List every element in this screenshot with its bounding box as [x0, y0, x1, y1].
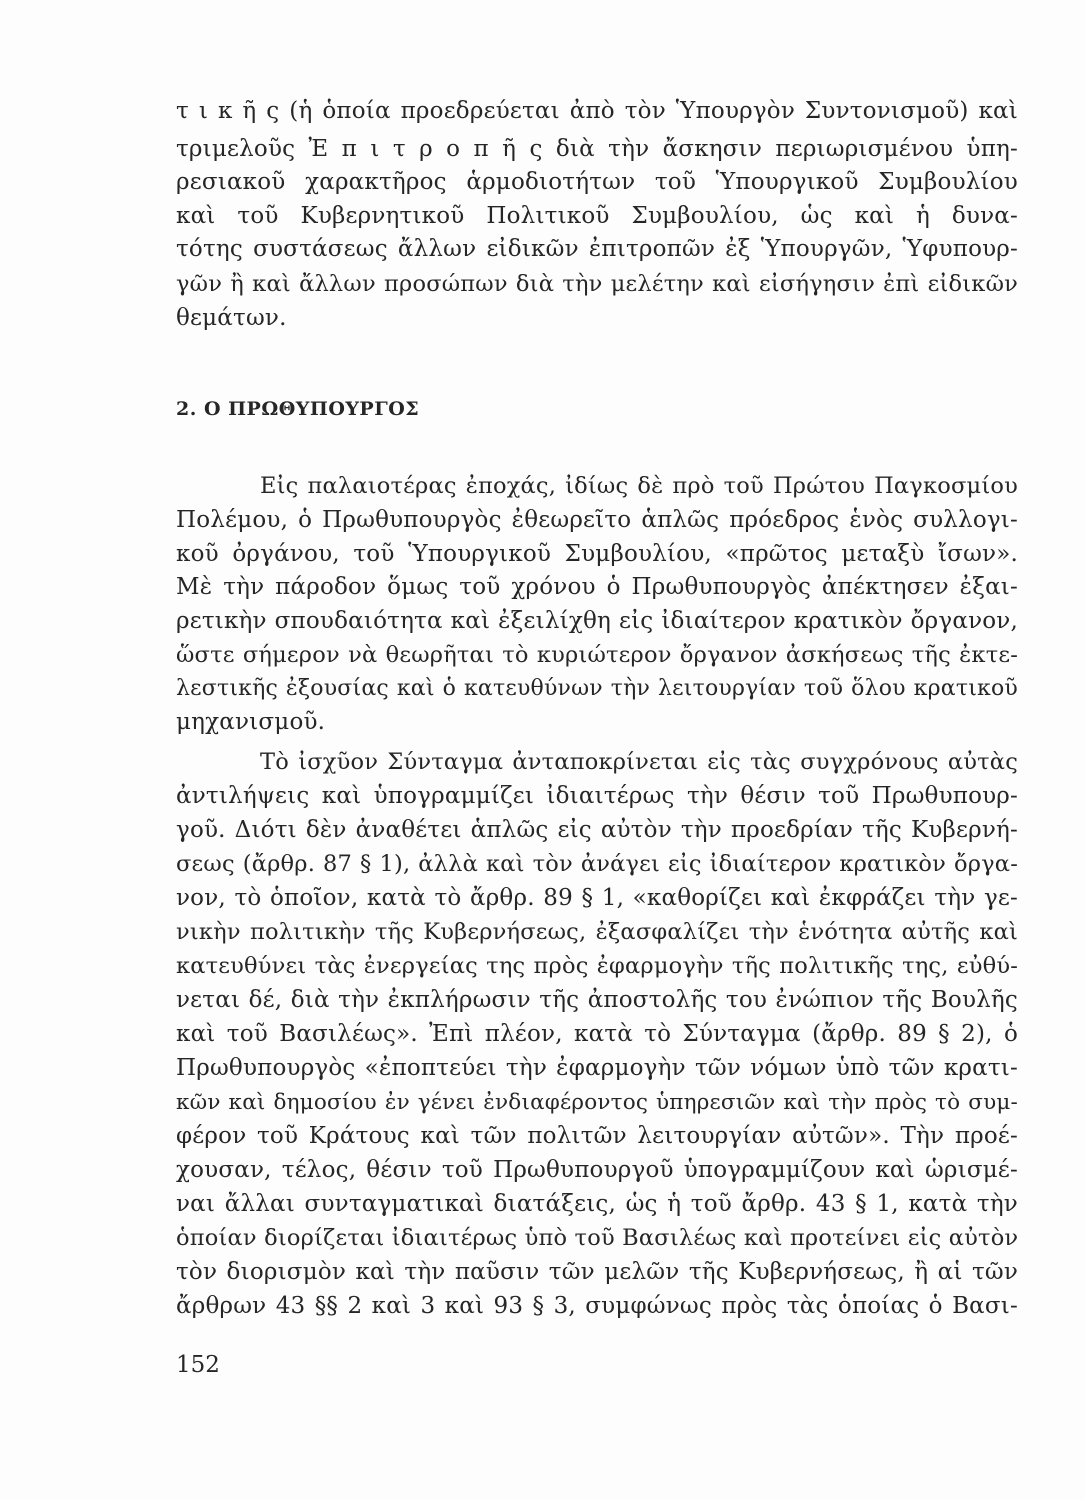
text-line: Μὲ τὴν πάροδον ὅμως τοῦ χρόνου ὁ Πρωθυπουργὸς ἀπέκτησεν ἐξαι-: [176, 574, 1018, 600]
text-line: κῶν καὶ δημοσίου ἐν γένει ἐνδιαφέροντος ὑπηρεσιῶν καὶ τὴν πρὸς τὸ συμ-: [176, 1090, 1018, 1115]
text-line: Πρωθυπουργὸς «ἐποπτεύει τὴν ἐφαρμογὴν τῶν νόμων ὑπὸ τῶν κρατι-: [176, 1055, 1018, 1081]
text-line: θεμάτων.: [176, 305, 287, 331]
text-line: Πολέμου, ὁ Πρωθυπουργὸς ἐθεωρεῖτο ἁπλῶς πρόεδρος ἑνὸς συλλογι-: [176, 507, 1018, 533]
text-line: ἄρθρων 43 §§ 2 καὶ 3 καὶ 93 § 3, συμφώνως πρὸς τὰς ὁποίας ὁ Βασι-: [176, 1293, 1018, 1319]
text-line: ὁποίαν διορίζεται ἰδιαιτέρως ὑπὸ τοῦ Βασιλέως καὶ προτείνει εἰς αὐτὸν: [176, 1225, 1018, 1251]
text-line: γοῦ. Διότι δὲν ἀναθέτει ἁπλῶς εἰς αὐτὸν τὴν προεδρίαν τῆς Κυβερνή-: [176, 817, 1018, 843]
text-line: κατευθύνει τὰς ἐνεργείας της πρὸς ἐφαρμογὴν τῆς πολιτικῆς της, εὐθύ-: [176, 953, 1018, 979]
text-line: κοῦ ὀργάνου, τοῦ Ὑπουργικοῦ Συμβουλίου, «πρῶτος μεταξὺ ἴσων».: [176, 541, 1018, 567]
text-line: καὶ τοῦ Βασιλέως». Ἐπὶ πλέον, κατὰ τὸ Σύνταγμα (ἄρθρ. 89 § 2), ὁ: [176, 1021, 1018, 1047]
text-line: τὸν διορισμὸν καὶ τὴν παῦσιν τῶν μελῶν τῆς Κυβερνήσεως, ἢ αἱ τῶν: [176, 1259, 1018, 1285]
text-line: λεστικῆς ἐξουσίας καὶ ὁ κατευθύνων τὴν λειτουργίαν τοῦ ὅλου κρατικοῦ: [176, 676, 1018, 701]
text-line: τριμελοῦς Ἐ π ι τ ρ ο π ῆ ς διὰ τὴν ἄσκησιν περιωρισμένου ὑπη-: [176, 136, 1018, 162]
section-heading: 2. Ο ΠΡΩΘΥΠΟΥΡΓΟΣ: [176, 398, 420, 420]
text-line: καὶ τοῦ Κυβερνητικοῦ Πολιτικοῦ Συμβουλίου, ὡς καὶ ἡ δυνα-: [176, 203, 1018, 229]
text-line: ναι ἄλλαι συνταγματικαὶ διατάξεις, ὡς ἡ τοῦ ἄρθρ. 43 § 1, κατὰ τὴν: [176, 1191, 1018, 1217]
text-line: νεται δέ, διὰ τὴν ἐκπλήρωσιν τῆς ἀποστολῆς του ἐνώπιον τῆς Βουλῆς: [176, 987, 1018, 1013]
text-line: γῶν ἢ καὶ ἄλλων προσώπων διὰ τὴν μελέτην καὶ εἰσήγησιν ἐπὶ εἰδικῶν: [176, 271, 1018, 297]
text-line: ρεσιακοῦ χαρακτῆρος ἁρμοδιοτήτων τοῦ Ὑπουργικοῦ Συμβουλίου: [176, 169, 1018, 195]
text-line: χουσαν, τέλος, θέσιν τοῦ Πρωθυπουργοῦ ὑπογραμμίζουν καὶ ὡρισμέ-: [176, 1157, 1018, 1183]
text-line: ἀντιλήψεις καὶ ὑπογραμμίζει ἰδιαιτέρως τὴν θέσιν τοῦ Πρωθυπουρ-: [176, 783, 1018, 809]
text-line: ὥστε σήμερον νὰ θεωρῆται τὸ κυριώτερον ὄργανον ἀσκήσεως τῆς ἐκτε-: [176, 642, 1018, 668]
page-number: 152: [176, 1352, 220, 1378]
text-line: νικὴν πολιτικὴν τῆς Κυβερνήσεως, ἐξασφαλίζει τὴν ἑνότητα αὐτῆς καὶ: [176, 919, 1018, 945]
text-line: Εἰς παλαιοτέρας ἐποχάς, ἰδίως δὲ πρὸ τοῦ Πρώτου Παγκοσμίου: [260, 473, 1018, 499]
text-line: ρετικὴν σπουδαιότητα καὶ ἐξειλίχθη εἰς ἰδιαίτερον κρατικὸν ὄργανον,: [176, 608, 1018, 634]
text-line: τ ι κ ῆ ς (ἡ ὁποία προεδρεύεται ἀπὸ τὸν Ὑπουργὸν Συντονισμοῦ) καὶ: [176, 98, 1018, 124]
text-line: σεως (ἄρθρ. 87 § 1), ἀλλὰ καὶ τὸν ἀνάγει εἰς ἰδιαίτερον κρατικὸν ὄργα-: [176, 851, 1018, 877]
text-line: μηχανισμοῦ.: [176, 709, 326, 735]
text-line: νον, τὸ ὁποῖον, κατὰ τὸ ἄρθρ. 89 § 1, «καθορίζει καὶ ἐκφράζει τὴν γε-: [176, 885, 1018, 911]
text-line: τότης συστάσεως ἄλλων εἰδικῶν ἐπιτροπῶν ἐξ Ὑπουργῶν, Ὑφυπουρ-: [176, 236, 1018, 262]
text-line: φέρον τοῦ Κράτους καὶ τῶν πολιτῶν λειτουργίαν αὐτῶν». Τὴν προέ-: [176, 1123, 1018, 1149]
text-line: Τὸ ἰσχῦον Σύνταγμα ἀνταποκρίνεται εἰς τὰς συγχρόνους αὐτὰς: [260, 749, 1018, 775]
